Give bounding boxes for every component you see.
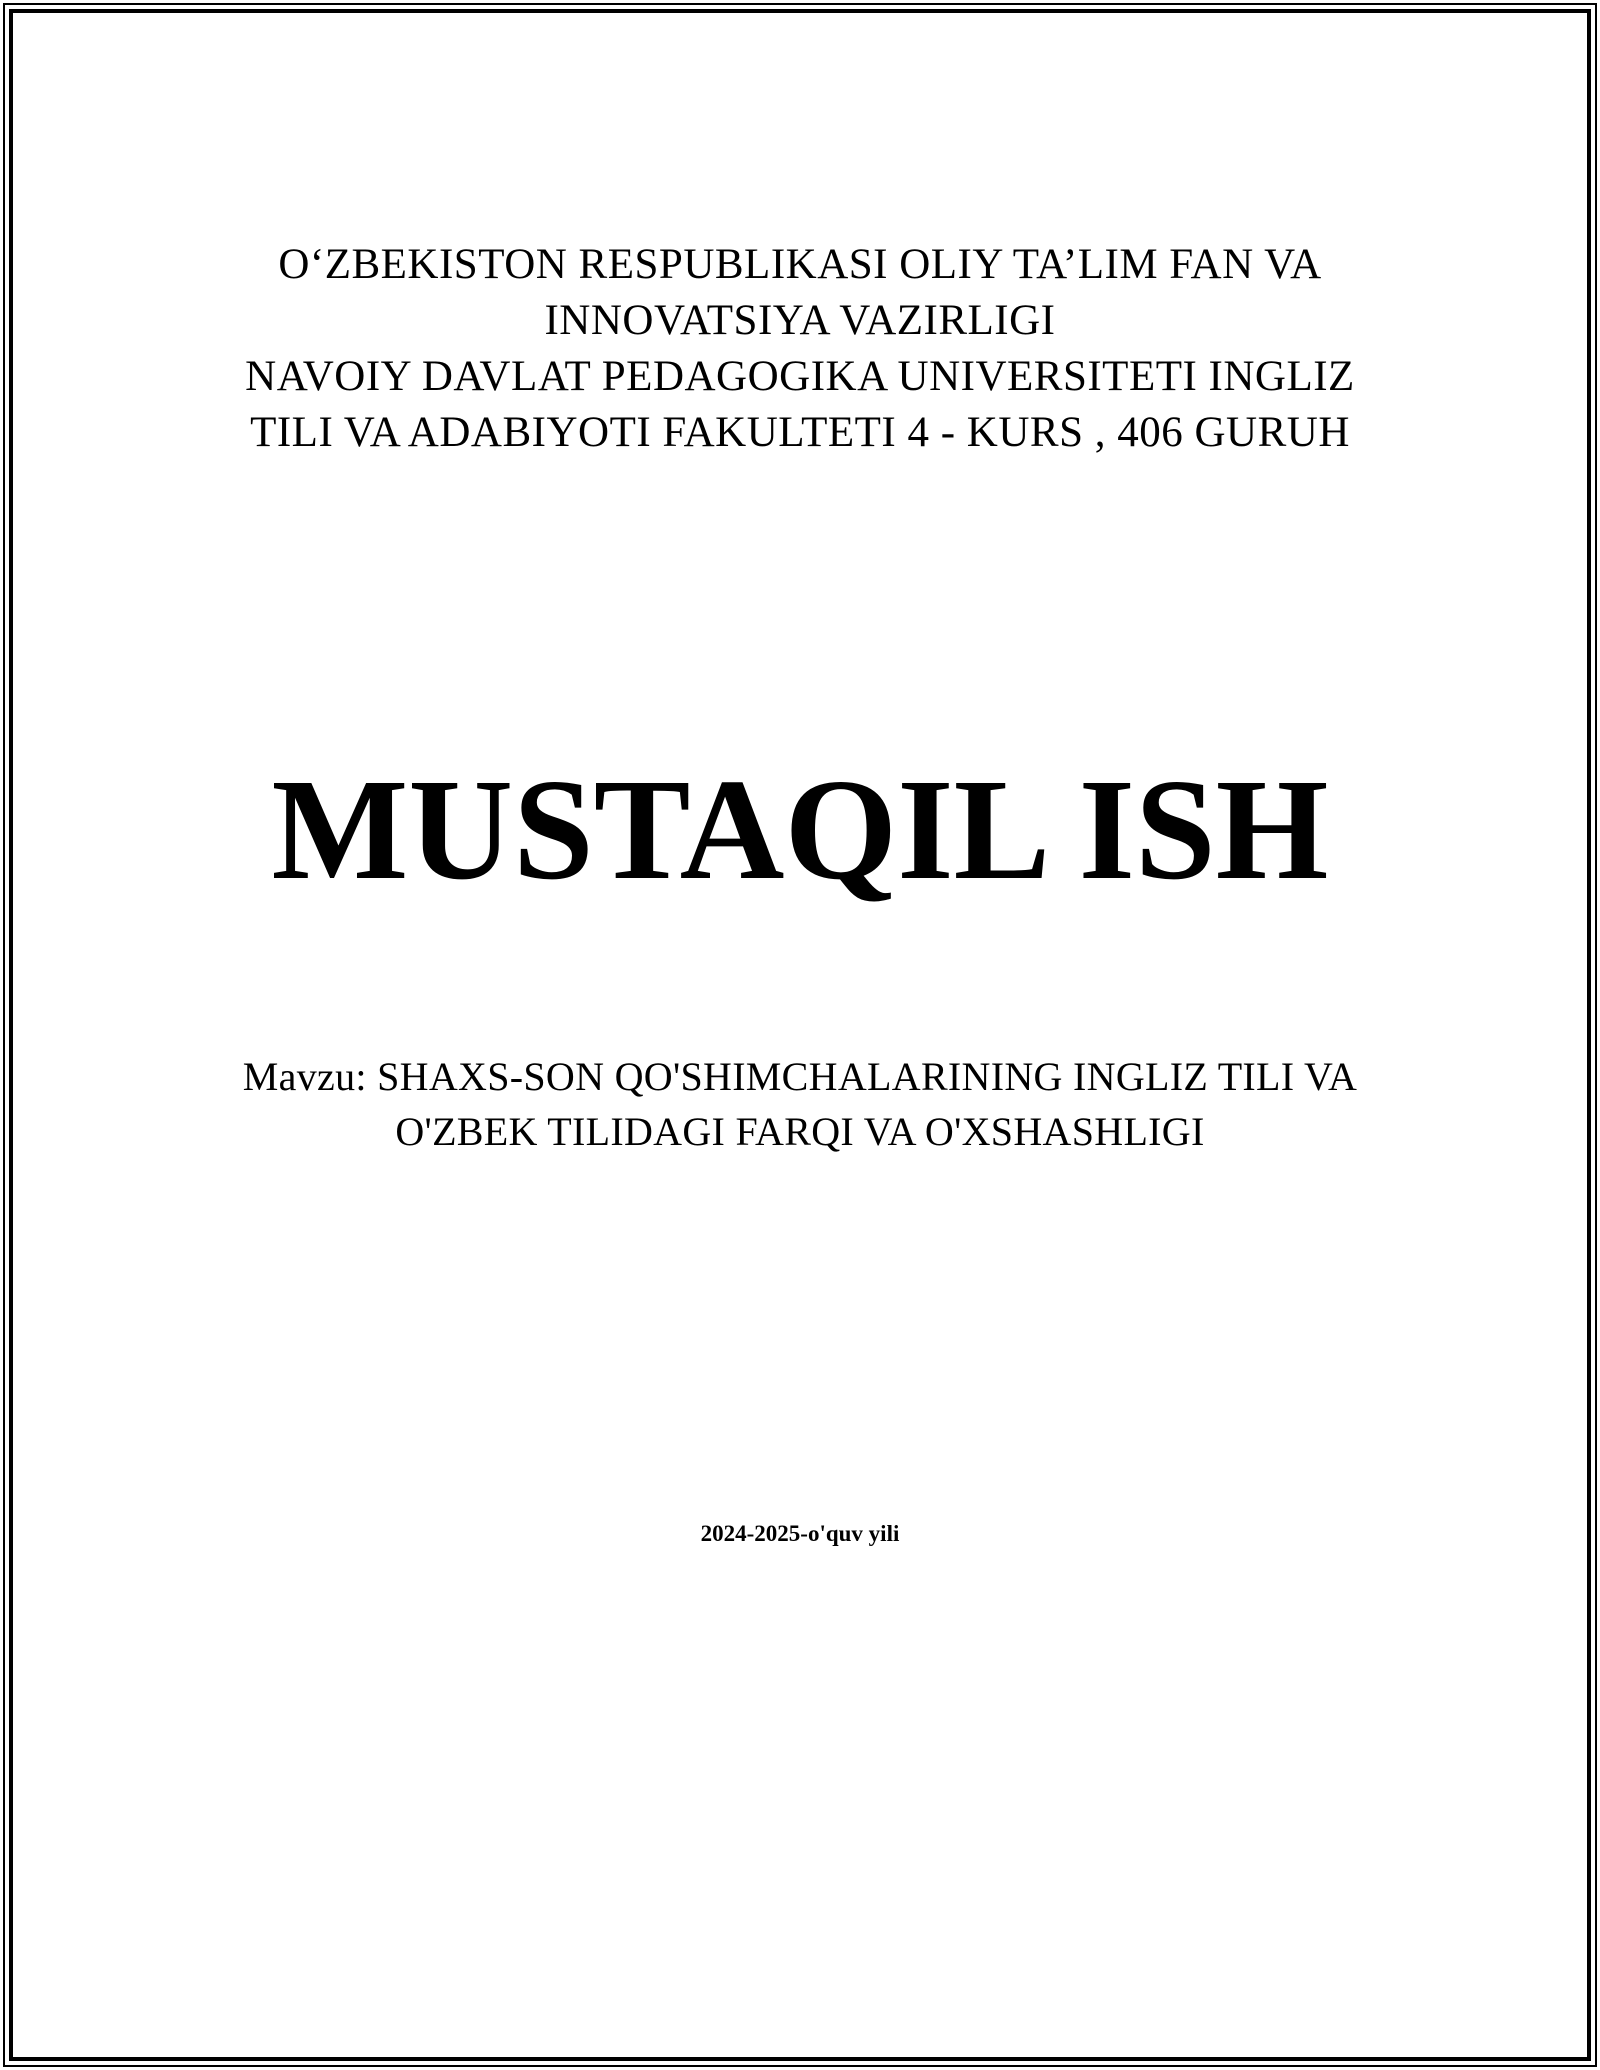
header-line-4: TILI VA ADABIYOTI FAKULTETI 4 - KURS , 406 GURUH: [250, 409, 1350, 456]
header-line-3: NAVOIY DAVLAT PEDAGOGIKA UNIVERSITETI INGLIZ: [245, 353, 1355, 400]
document-title: MUSTAQIL ISH: [271, 750, 1329, 910]
ministry-university-header: [0, 237, 1600, 461]
academic-year: 2024-2025-o'quv yili: [700, 1521, 900, 1546]
topic-line-1: Mavzu: SHAXS-SON QO'SHIMCHALARINING INGLIZ TILI VA: [242, 1054, 1358, 1099]
header-line-1: OʻZBEKISTON RESPUBLIKASI OLIY TA’LIM FAN VA: [278, 241, 1322, 288]
header-line-2: INNOVATSIYA VAZIRLIGI: [544, 297, 1056, 344]
topic-statement: [0, 1049, 1600, 1159]
topic-line-2: O'ZBEK TILIDAGI FARQI VA O'XSHASHLIGI: [395, 1109, 1205, 1154]
